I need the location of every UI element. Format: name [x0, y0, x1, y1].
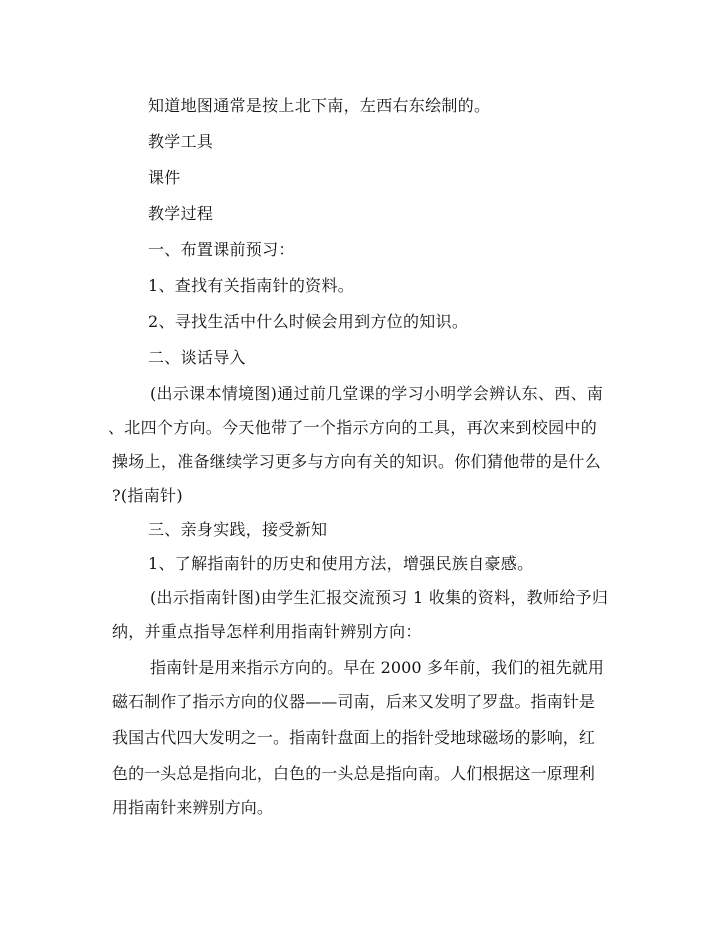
list-item-history: 1、了解指南针的历史和使用方法，增强民族自豪感。 — [148, 554, 534, 573]
paragraph-line: 磁石制作了指示方向的仪器——司南，后来又发明了罗盘。指南针是 — [112, 692, 596, 711]
text-line-map-orientation: 知道地图通常是按上北下南，左西右东绘制的。 — [148, 96, 491, 115]
paragraph-line: 、北四个方向。今天他带了一个指示方向的工具，再次来到校园中的 — [108, 418, 598, 437]
paragraph-line: 我国古代四大发明之一。指南针盘面上的指针受地球磁场的影响，红 — [112, 728, 596, 747]
paragraph-line: 色的一头总是指向北，白色的一头总是指向南。人们根据这一原理利 — [112, 764, 596, 783]
section-heading-introduction: 二、谈话导入 — [148, 348, 246, 367]
paragraph-line: 操场上，准备继续学习更多与方向有关的知识。你们猜他带的是什么 — [112, 452, 602, 471]
heading-teaching-process: 教学过程 — [148, 204, 214, 223]
paragraph-line: 纳，并重点指导怎样利用指南针辨别方向： — [112, 622, 422, 641]
text-line-courseware: 课件 — [148, 168, 181, 187]
list-item-1: 1、查找有关指南针的资料。 — [148, 276, 355, 295]
heading-teaching-tools: 教学工具 — [148, 132, 214, 151]
section-heading-preview: 一、布置课前预习： — [148, 240, 295, 259]
paragraph-line: (出示课本情境图)通过前几堂课的学习小明学会辨认东、西、南 — [150, 384, 604, 403]
section-heading-practice: 三、亲身实践，接受新知 — [148, 520, 328, 539]
paragraph-line: 指南针是用来指示方向的。早在 2000 多年前，我们的祖先就用 — [150, 658, 604, 677]
list-item-2: 2、寻找生活中什么时候会用到方位的知识。 — [148, 312, 469, 331]
paragraph-line: ?(指南针) — [112, 486, 183, 505]
paragraph-line: (出示指南针图)由学生汇报交流预习 1 收集的资料，教师给予归 — [150, 588, 609, 607]
paragraph-line: 用指南针来辨别方向。 — [112, 798, 274, 817]
